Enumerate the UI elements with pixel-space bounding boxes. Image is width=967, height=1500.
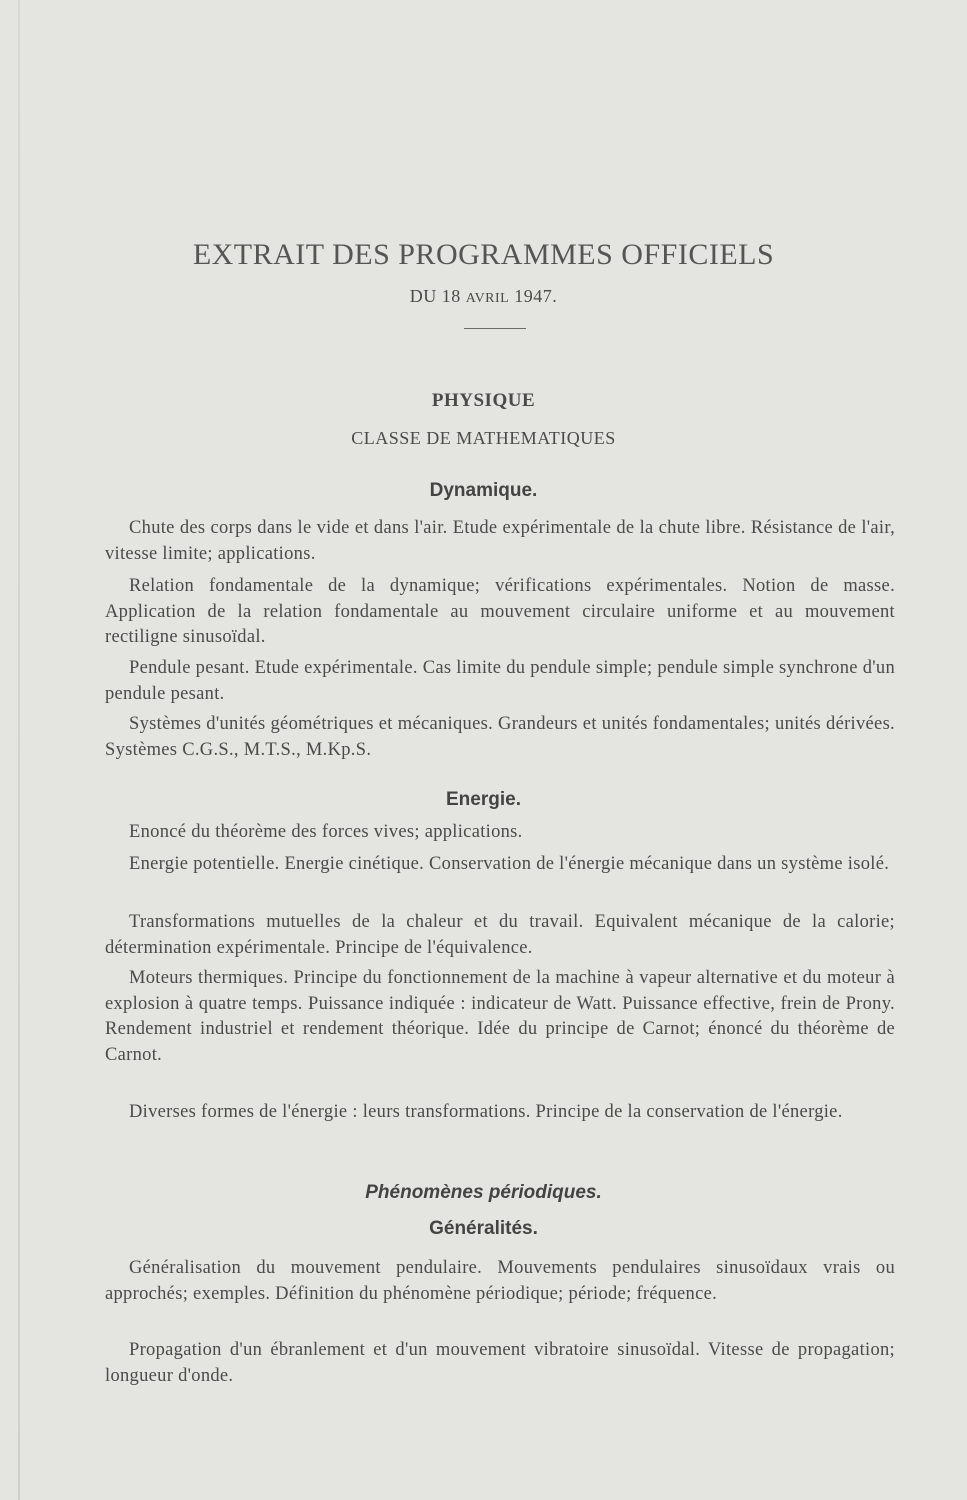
- page-title: EXTRAIT DES PROGRAMMES OFFICIELS: [192, 238, 775, 271]
- binding-edge: [18, 0, 20, 1500]
- subject-heading: PHYSIQUE: [431, 390, 536, 411]
- paragraph: Systèmes d'unités géométriques et mécaniques. Grandeurs et unités fondamentales; unités dérivées. Systèmes C.G.S., M.T.S., M.Kp.S.: [105, 714, 895, 760]
- section-heading-energie: Energie.: [446, 789, 521, 810]
- publication-date: [0, 286, 967, 307]
- section-heading-generalites: Généralités.: [429, 1218, 538, 1239]
- class-heading: CLASSE DE MATHEMATIQUES: [351, 428, 616, 448]
- paragraph: Propagation d'un ébranlement et d'un mouvement vibratoire sinusoïdal. Vitesse de propagation; longueur d'onde.: [105, 1340, 895, 1386]
- date-year: 1947.: [514, 286, 558, 306]
- paragraph: Pendule pesant. Etude expérimentale. Cas limite du pendule simple; pendule simple synchrone d'un pendule pesant.: [105, 658, 895, 704]
- paragraph: Moteurs thermiques. Principe du fonctionnement de la machine à vapeur alternative et du moteur à explosion à quatre temps. Puissance indiquée : indicateur de Watt. Puissance effective, frein de Prony. Rendement industriel et rendement théorique. Idée du principe de Carnot; énoncé du théorème de Carnot.: [105, 968, 895, 1065]
- paragraph: Energie potentielle. Energie cinétique. Conservation de l'énergie mécanique dans un système isolé.: [129, 854, 890, 874]
- date-month: AVRIL: [465, 291, 510, 306]
- paragraph: Diverses formes de l'énergie : leurs transformations. Principe de la conservation de l'énergie.: [129, 1102, 843, 1122]
- paragraph: Généralisation du mouvement pendulaire. Mouvements pendulaires sinusoïdaux vrais ou approchés; exemples. Définition du phénomène périodique; période; fréquence.: [105, 1258, 895, 1304]
- section-heading-periodiques: Phénomènes périodiques.: [365, 1182, 602, 1203]
- title-divider: [464, 328, 526, 329]
- paragraph: Transformations mutuelles de la chaleur et du travail. Equivalent mécanique de la calorie; détermination expérimentale. Principe de l'équivalence.: [105, 912, 895, 958]
- paragraph: Enoncé du théorème des forces vives; applications.: [129, 822, 523, 842]
- paragraph: Chute des corps dans le vide et dans l'air. Etude expérimentale de la chute libre. Résistance de l'air, vitesse limite; applications.: [105, 518, 895, 564]
- paragraph: Relation fondamentale de la dynamique; vérifications expérimentales. Notion de masse. Application de la relation fondamentale au mouvement circulaire uniforme et au mouvement rectiligne sinusoïdal.: [105, 576, 895, 647]
- section-heading-dynamique: Dynamique.: [429, 480, 538, 501]
- date-prefix: DU 18: [409, 286, 461, 306]
